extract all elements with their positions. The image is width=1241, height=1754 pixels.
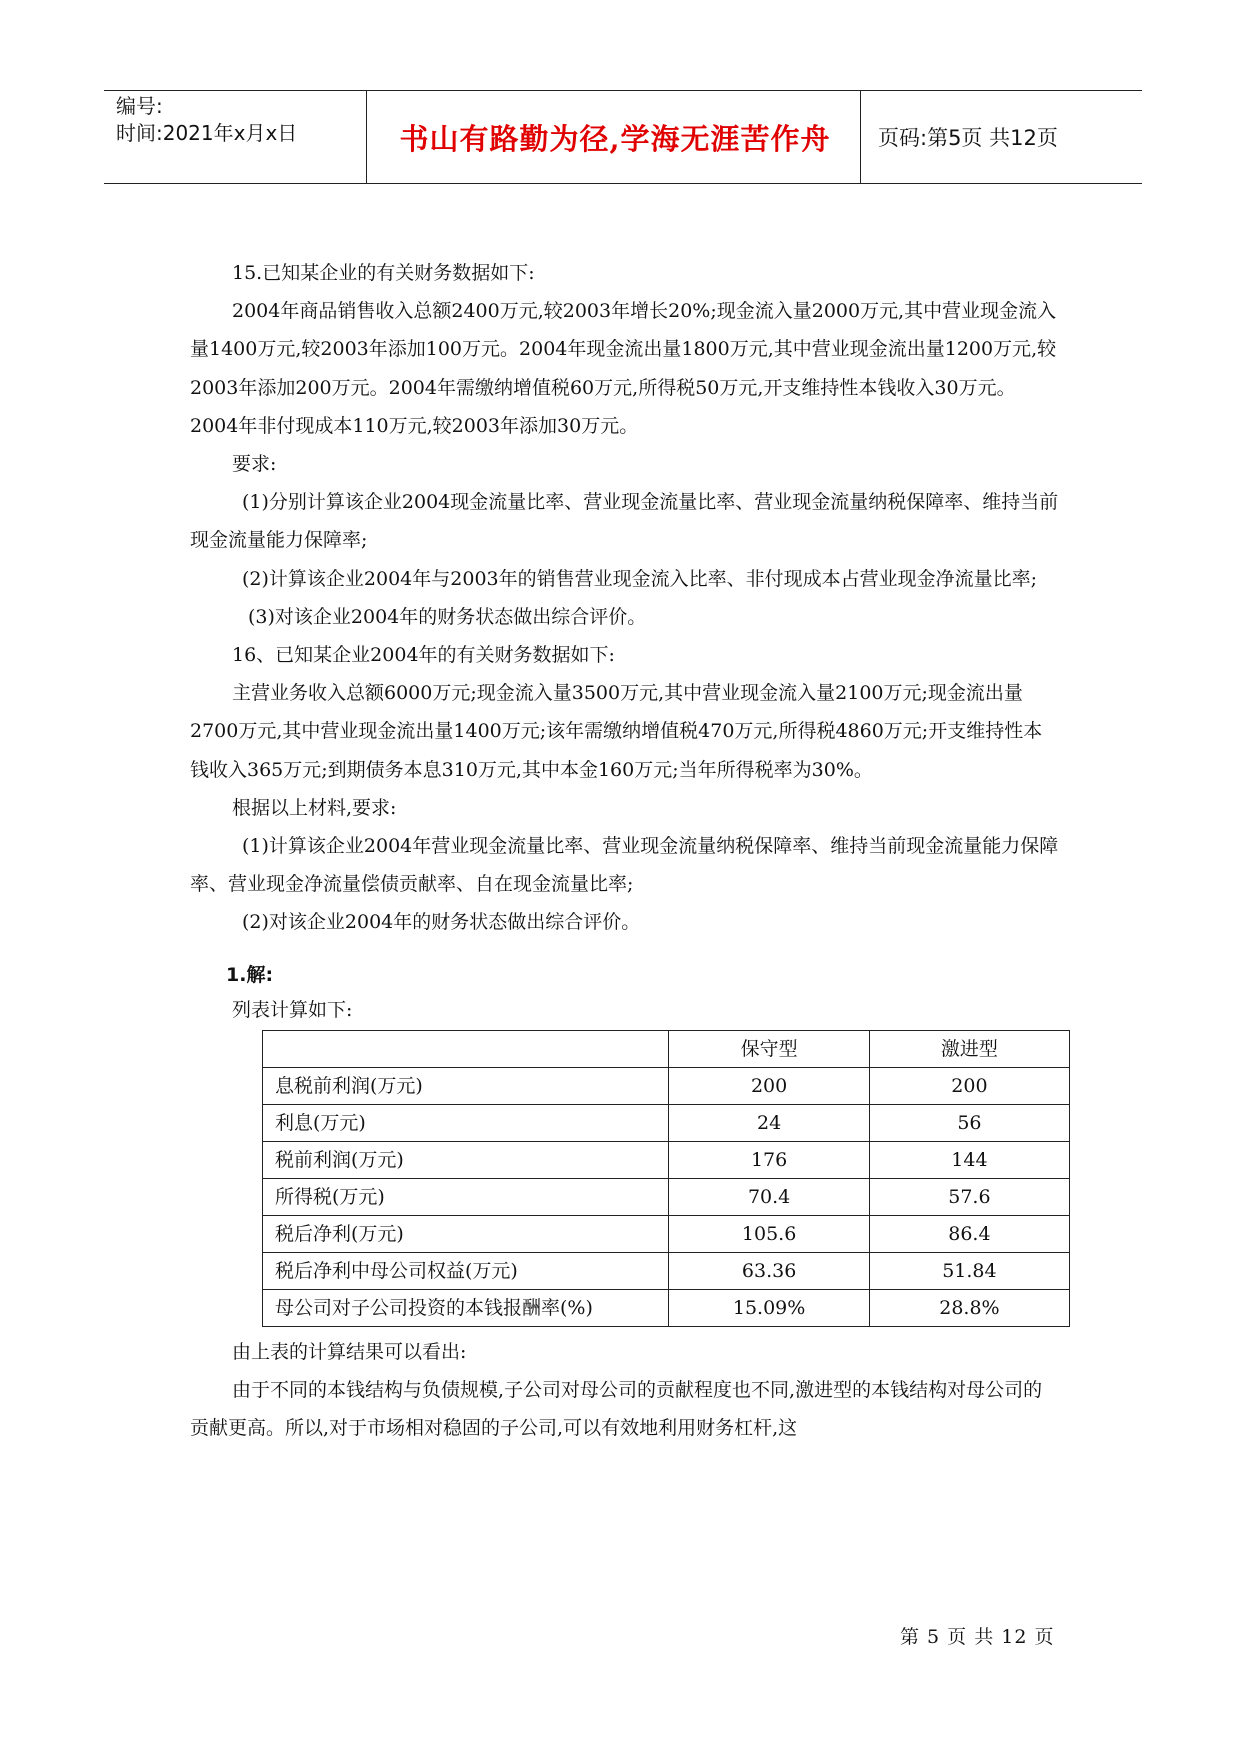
table-row bbox=[263, 1178, 1070, 1215]
table-cell: 86.4 bbox=[869, 1215, 1069, 1252]
table-cell: 24 bbox=[669, 1104, 869, 1141]
header-divider-left bbox=[366, 91, 367, 183]
question-16-data: 主营业务收入总额6000万元;现金流入量3500万元,其中营业现金流入量2100万元;现金流出量2700万元,其中营业现金流出量1400万元;该年需缴纳增值税470万元,所得税4860万元;开支维持性本钱收入365万元;到期债务本息310万元,其中本金160万元;当年所得税率为30%。 bbox=[190, 682, 1043, 781]
table-cell: 所得税(万元) bbox=[263, 1178, 669, 1215]
page-footer-number: 第 5 页 共 12 页 bbox=[900, 1626, 1055, 1648]
table-header-row bbox=[263, 1030, 1070, 1067]
header-page-number: 页码:第5页 共12页 bbox=[878, 126, 1058, 150]
table-row bbox=[263, 1252, 1070, 1289]
question-16-requirement-2: (2)对该企业2004年的财务状态做出综合评价。 bbox=[242, 911, 641, 934]
document-number-label: 编号: bbox=[116, 94, 163, 118]
table-cell: 息税前利润(万元) bbox=[263, 1067, 669, 1104]
table-cell: 144 bbox=[869, 1141, 1069, 1178]
table-row bbox=[263, 1289, 1070, 1326]
table-intro: 列表计算如下: bbox=[232, 998, 353, 1021]
table-cell: 56 bbox=[869, 1104, 1069, 1141]
table-cell: 105.6 bbox=[669, 1215, 869, 1252]
table-row bbox=[263, 1067, 1070, 1104]
solution-label: 1.解: bbox=[226, 963, 274, 986]
question-16-requirements-label: 根据以上材料,要求: bbox=[232, 796, 397, 819]
table-cell: 税前利润(万元) bbox=[263, 1141, 669, 1178]
question-15-requirements-label: 要求: bbox=[232, 453, 277, 476]
header-divider-right bbox=[860, 91, 861, 183]
table-cell: 57.6 bbox=[869, 1178, 1069, 1215]
table-cell: 51.84 bbox=[869, 1252, 1069, 1289]
table-cell: 母公司对子公司投资的本钱报酬率(%) bbox=[263, 1289, 669, 1326]
table-cell: 70.4 bbox=[669, 1178, 869, 1215]
table-header-cell: 激进型 bbox=[869, 1030, 1069, 1067]
question-16-requirement-1: (1)计算该企业2004年营业现金流量比率、营业现金流量纳税保障率、维持当前现金流量能力保障率、营业现金净流量偿债贡献率、自在现金流量比率; bbox=[190, 835, 1059, 896]
table-row bbox=[263, 1104, 1070, 1141]
table-conclusion: 由于不同的本钱结构与负债规模,子公司对母公司的贡献程度也不同,激进型的本钱结构对母公司的贡献更高。所以,对于市场相对稳固的子公司,可以有效地利用财务杠杆,这 bbox=[190, 1379, 1043, 1440]
question-15-requirement-1: (1)分别计算该企业2004现金流量比率、营业现金流量比率、营业现金流量纳税保障率、维持当前现金流量能力保障率; bbox=[190, 491, 1059, 552]
page-header bbox=[104, 90, 1142, 184]
table-cell: 176 bbox=[669, 1141, 869, 1178]
table-cell: 63.36 bbox=[669, 1252, 869, 1289]
table-cell: 15.09% bbox=[669, 1289, 869, 1326]
table-cell: 28.8% bbox=[869, 1289, 1069, 1326]
table-header-cell: 保守型 bbox=[669, 1030, 869, 1067]
table-analysis-intro: 由上表的计算结果可以看出: bbox=[232, 1340, 467, 1363]
question-15-requirement-2: (2)计算该企业2004年与2003年的销售营业现金流入比率、非付现成本占营业现金净流量比率; bbox=[242, 567, 1038, 590]
table-row bbox=[263, 1215, 1070, 1252]
header-motto: 书山有路勤为径,学海无涯苦作舟 bbox=[399, 121, 831, 156]
table-header-cell bbox=[263, 1030, 669, 1067]
calculation-table bbox=[262, 1030, 1070, 1327]
document-time-label: 时间:2021年x月x日 bbox=[116, 121, 298, 145]
table-cell: 200 bbox=[869, 1067, 1069, 1104]
document-body bbox=[190, 254, 1060, 1447]
header-meta bbox=[116, 91, 370, 185]
question-16-title: 16、已知某企业2004年的有关财务数据如下: bbox=[232, 644, 615, 667]
question-15-data: 2004年商品销售收入总额2400万元,较2003年增长20%;现金流入量2000万元,其中营业现金流入量1400万元,较2003年添加100万元。2004年现金流出量1800万元,其中营业现金流出量1200万元,较2003年添加200万元。2004年需缴纳增值税60万元,所得税50万元,开支维持性本钱收入30万元。2004年非付现成本110万元,较2003年添加30万元。 bbox=[190, 300, 1057, 437]
question-15-title: 15.已知某企业的有关财务数据如下: bbox=[232, 262, 535, 284]
question-15-requirement-3: (3)对该企业2004年的财务状态做出综合评价。 bbox=[248, 605, 647, 628]
table-cell: 税后净利(万元) bbox=[263, 1215, 669, 1252]
table-cell: 200 bbox=[669, 1067, 869, 1104]
table-cell: 利息(万元) bbox=[263, 1104, 669, 1141]
table-cell: 税后净利中母公司权益(万元) bbox=[263, 1252, 669, 1289]
table-row bbox=[263, 1141, 1070, 1178]
